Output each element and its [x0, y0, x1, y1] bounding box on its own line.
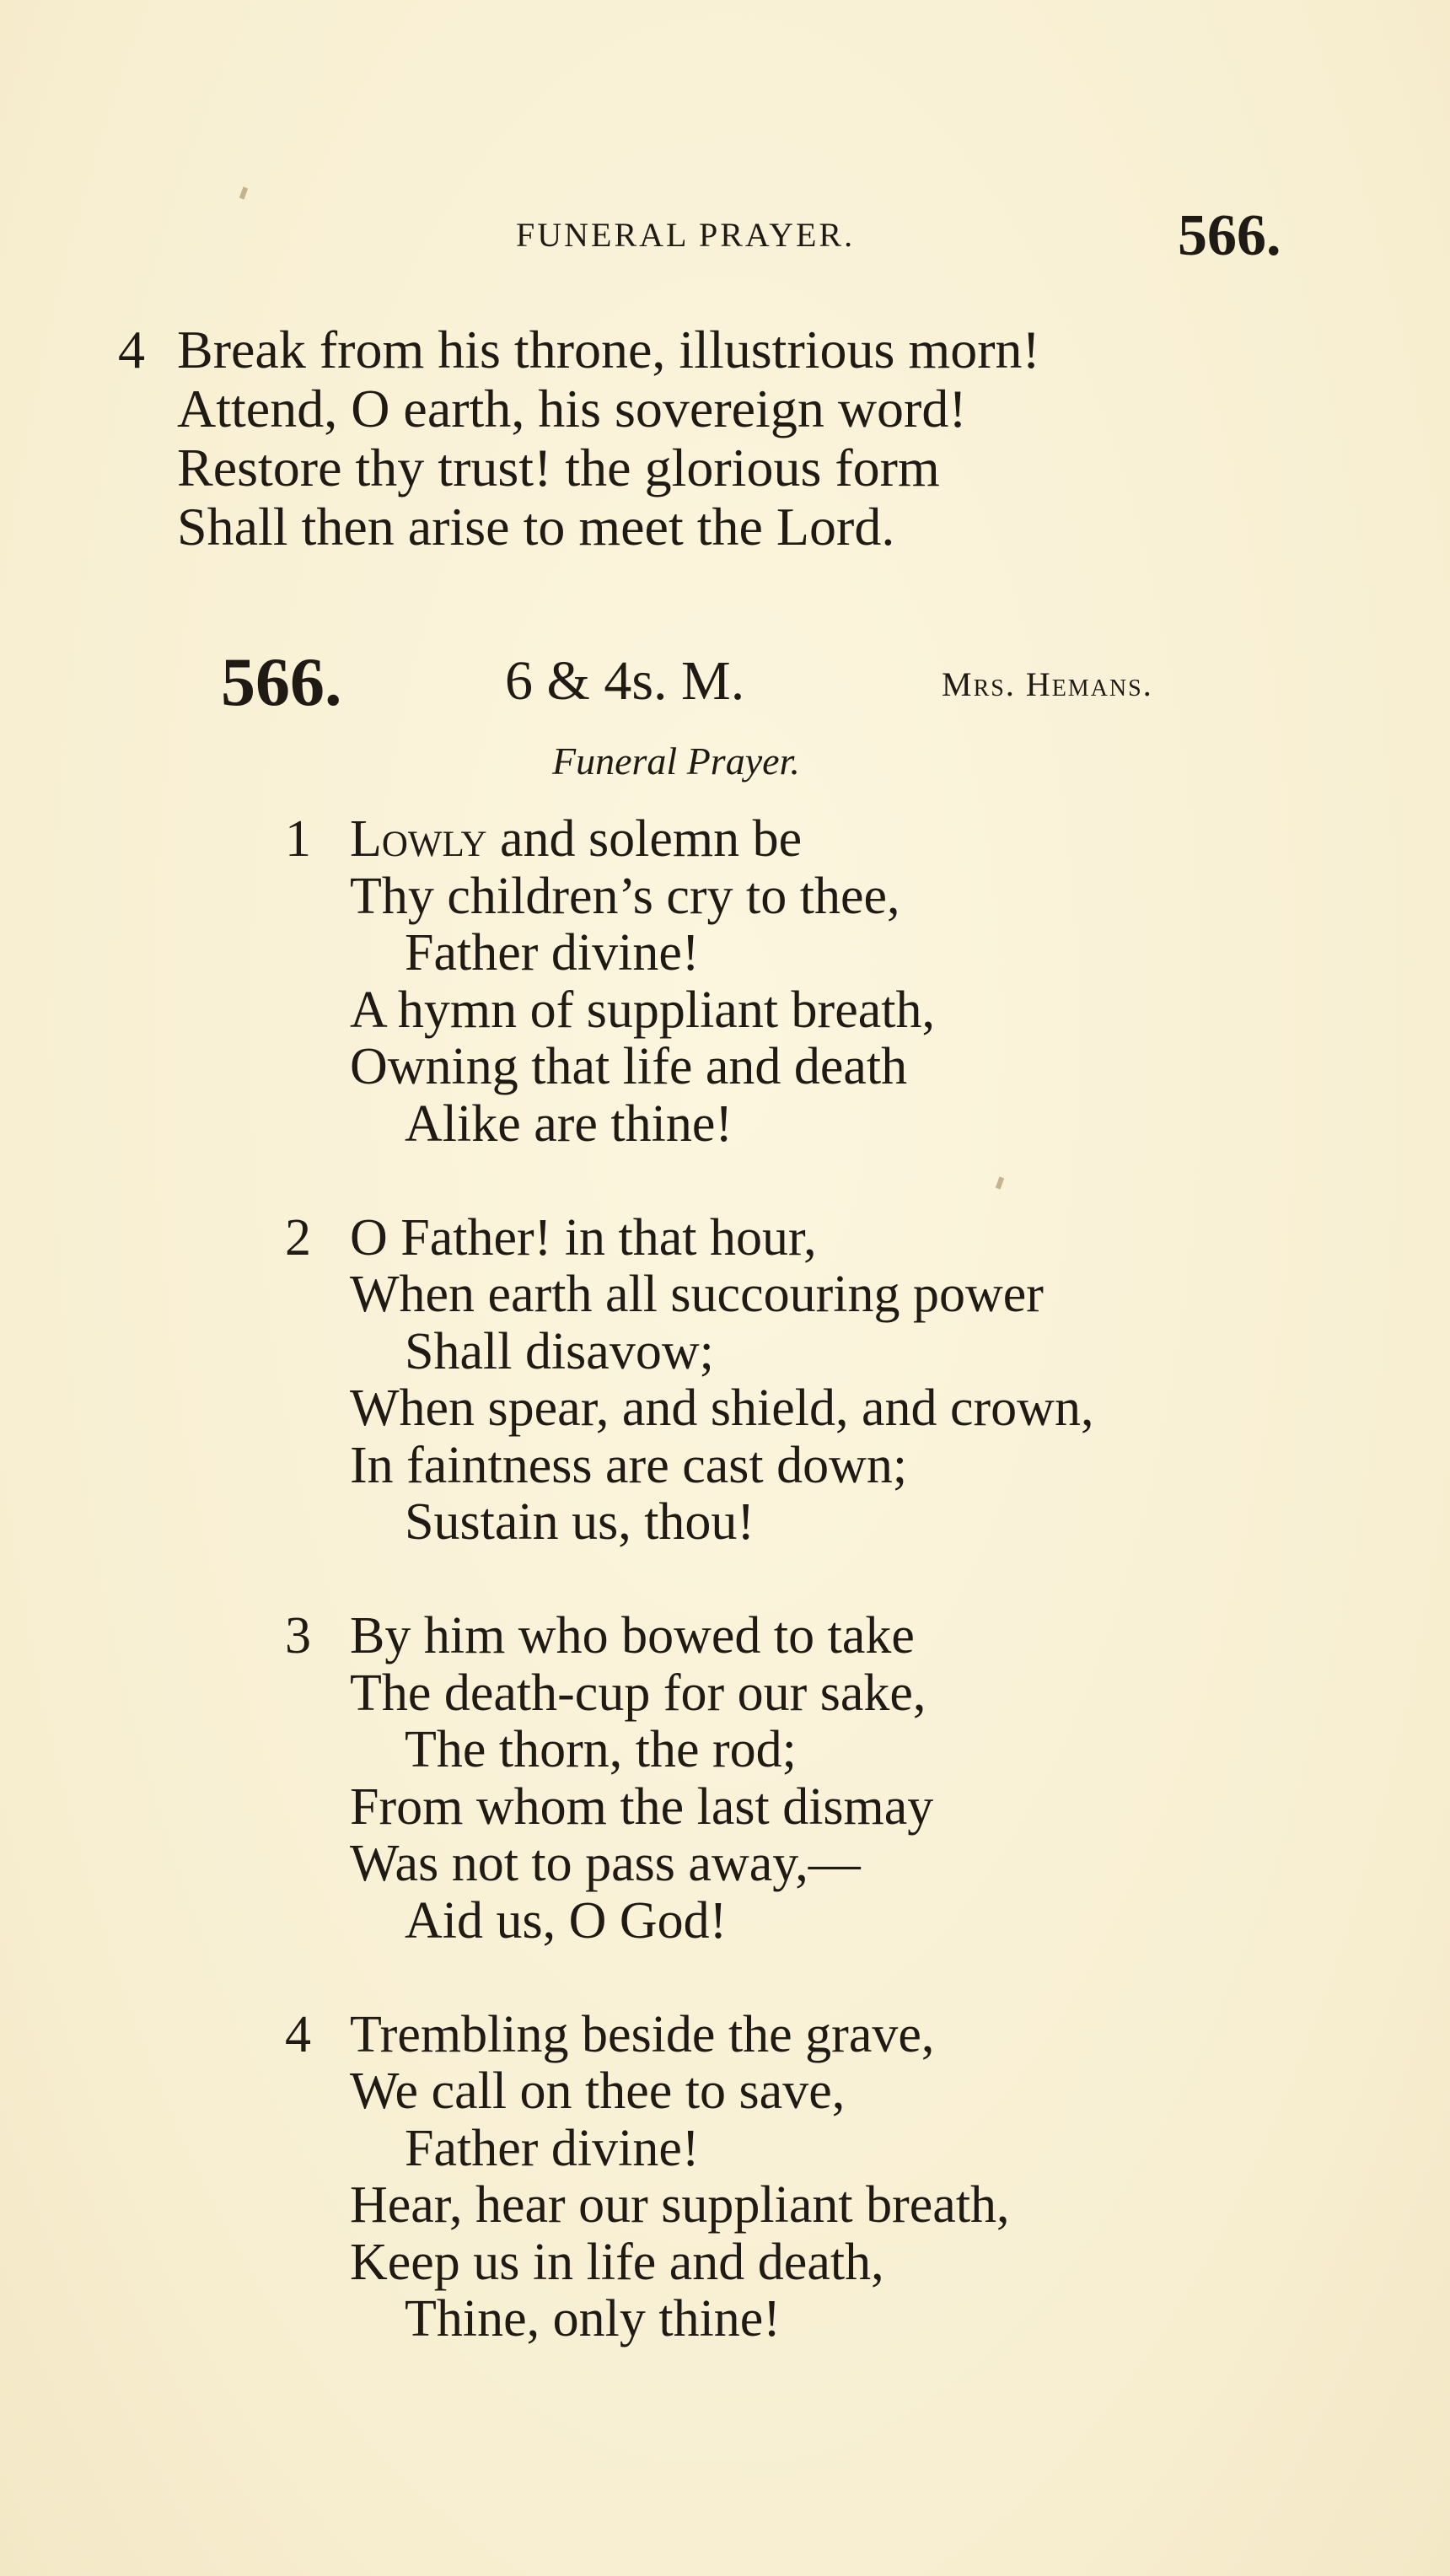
verse-line [285, 811, 1093, 869]
verse-first-word: By [350, 1607, 411, 1664]
hymn-verses [285, 811, 1093, 2405]
verse-line: From whom the last dismay [350, 1777, 934, 1836]
verse [285, 1608, 1093, 1949]
verse-line: Father divine! [405, 924, 700, 981]
hymn-meter: 6 & 4s. M. [505, 650, 745, 712]
verse-line: Hear, hear our suppliant breath, [350, 2176, 1010, 2234]
verse-first-word: O [350, 1208, 388, 1266]
verse-number: 1 [285, 810, 311, 868]
running-head: FUNERAL PRAYER. [516, 216, 856, 254]
verse-number: 3 [285, 1607, 311, 1664]
stanza-line-text: Break from his throne, illustrious morn! [177, 320, 1040, 379]
verse-number: 2 [285, 1208, 311, 1266]
verse-line: Thy children’s cry to thee, [350, 867, 900, 925]
verse-line: Was not to pass away,— [350, 1835, 861, 1892]
stanza-line: Shall then arise to meet the Lord. [177, 497, 895, 557]
page-number: 566. [1178, 203, 1281, 268]
verse-line: Alike are thine! [405, 1094, 733, 1153]
verse-line: The death-cup for our sake, [350, 1664, 926, 1722]
verse-number: 4 [285, 2005, 311, 2063]
verse-line [285, 1210, 1093, 1267]
stanza-line: Attend, O earth, his sovereign word! [177, 379, 967, 438]
verse [285, 2007, 1093, 2348]
verse-line-text: him who bowed to take [411, 1607, 915, 1664]
verse-line-text: and solemn be [486, 810, 803, 868]
verse-line: Owning that life and death [350, 1038, 908, 1095]
verse-line [285, 2007, 1093, 2064]
verse-line: In faintness are cast down; [350, 1436, 908, 1494]
hymn-title: Funeral Prayer. [552, 739, 800, 782]
verse-first-word: Trembling [350, 2005, 569, 2063]
verse [285, 1210, 1093, 1552]
verse-line: Keep us in life and death, [350, 2233, 884, 2291]
verse-line: Sustain us, thou! [405, 1493, 755, 1551]
stanza-number: 4 [118, 320, 145, 379]
verse-line: When earth all succouring power [350, 1266, 1044, 1323]
verse-line: A hymn of suppliant breath, [350, 981, 935, 1039]
verse-line [285, 1608, 1093, 1665]
verse-line: When spear, and shield, and crown, [350, 1379, 1094, 1437]
stanza-line: Restore thy trust! the glorious form [177, 438, 940, 497]
hymn-number: 566. [221, 643, 342, 720]
paper-speck [239, 186, 248, 199]
verse-line: Aid us, O God! [405, 1891, 728, 1949]
verse-line-text: Father! in that hour, [387, 1208, 817, 1266]
previous-hymn-stanza [118, 320, 1040, 557]
verse-line: Shall disavow; [405, 1322, 714, 1380]
verse-line-text: beside the grave, [568, 2005, 935, 2063]
verse [285, 811, 1093, 1153]
stanza-line [118, 320, 1040, 379]
verse-first-word: Lowly [350, 810, 487, 868]
verse-line: Thine, only thine! [405, 2290, 781, 2347]
verse-line: The thorn, the rod; [405, 1721, 797, 1778]
verse-line: Father divine! [405, 2119, 700, 2177]
hymn-author: Mrs. Hemans. [942, 665, 1153, 703]
verse-line: We call on thee to save, [350, 2062, 846, 2120]
